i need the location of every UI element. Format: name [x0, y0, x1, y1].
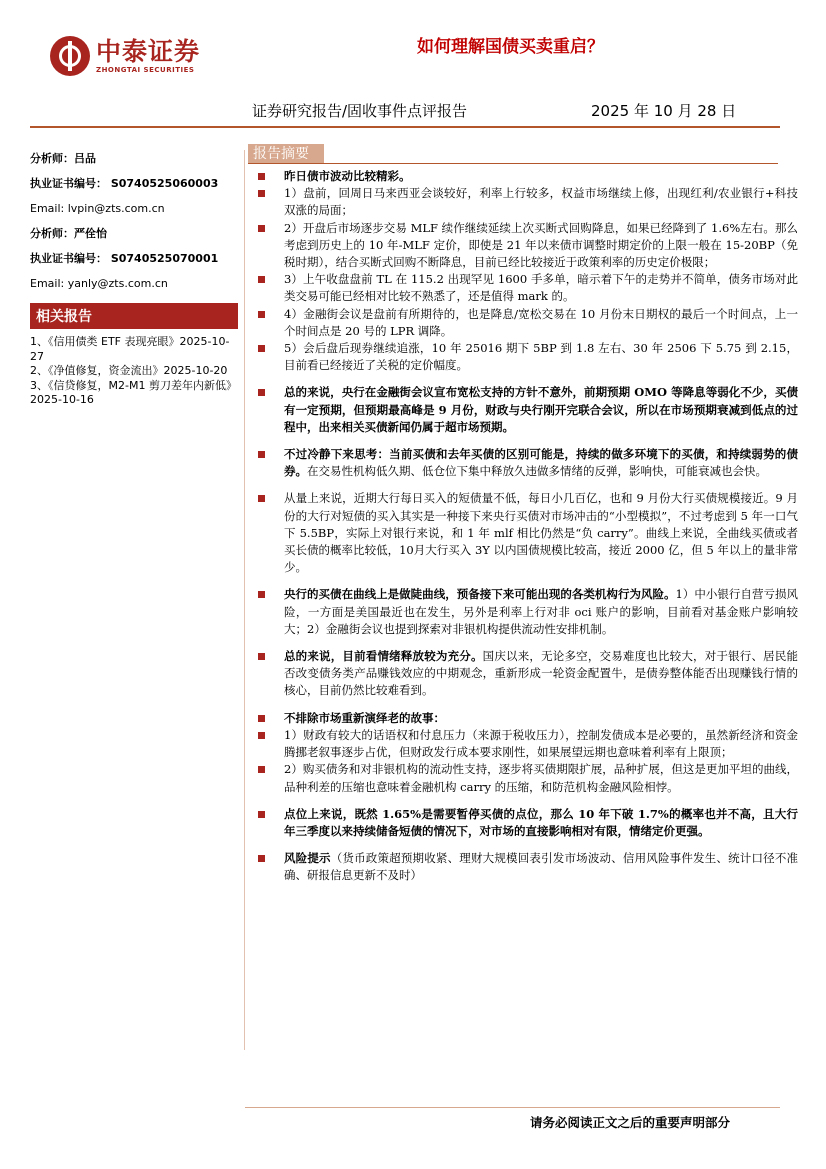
bullet-paragraph: 点位上来说，既然 1.65%是需要暂停买债的点位，那么 10 年下破 1.7%的概率也并不高，且大行年三季度以来持续储备短债的情况下，对市场的直接影响相对有限，情绪定价更强。: [258, 806, 798, 840]
footer-divider: [245, 1107, 780, 1108]
logo-name-cn: 中泰证券: [96, 37, 201, 66]
risk-warning: 风险提示（货币政策超预期收紧、理财大规模回表引发市场波动、信用风险事件发生、统计口径不准确、研报信息更新不及时）: [258, 850, 798, 884]
footer-disclaimer: 请务必阅读正文之后的重要声明部分: [530, 1115, 731, 1130]
related-report-item[interactable]: 3、《信贷修复，M2-M1 剪刀差年内新低》2025-10-16: [30, 378, 237, 406]
analyst-1-email[interactable]: Email: lvpin@zts.com.cn: [30, 202, 165, 215]
logo-name-en: ZHONGTAI SECURITIES: [96, 66, 195, 74]
bullet-paragraph: 昨日债市波动比较精彩。: [258, 168, 798, 185]
header-divider: [30, 126, 780, 128]
column-divider: [244, 150, 245, 1050]
analyst-2-cert: 执业证书编号： S0740525070001: [30, 252, 219, 265]
logo-emblem-icon: [50, 36, 90, 76]
summary-tag: 报告摘要: [248, 144, 324, 164]
bullet-paragraph: 不排除市场重新演绎老的故事：: [258, 710, 798, 727]
bullet-paragraph: 从量上来说，近期大行每日买入的短债量不低，每日小几百亿，也和 9 月份大行买债规模接近。9 月份的大行对短债的买入其实是一种接下来央行买债对市场冲击的“小型模拟”，不过考虑到 5 年一口气下 5.5BP，实际上对银行来说，和 1 年 mlf 相比仍然是“负 carry”。曲线上来说，全曲线买债或者买长债的概率比较低，10月大行买入 3Y 以内国债规模比较高，接近 2000 亿，但 5 年以上的量非常少。: [258, 490, 798, 576]
analyst-2-email[interactable]: Email: yanly@zts.com.cn: [30, 277, 168, 290]
related-reports-list: [30, 335, 238, 408]
bullet-paragraph: 1）财政有较大的话语权和付息压力（来源于税收压力），控制发债成本是必要的，虽然新经济和资金腾挪老叙事逐步占优，但财政发行成本要求刚性，如果展望远期也意味着利率有上限顶；: [258, 727, 798, 761]
bullet-paragraph: 1）盘前，回周日马来西亚会谈较好，利率上行较多，权益市场继续上修，出现红利/农业银行+科技双涨的局面；: [258, 185, 798, 219]
bullet-paragraph: 2）购买债务和对非银机构的流动性支持，逐步将买债期限扩展，品种扩展，但这是更加平坦的曲线，品种利差的压缩也意味着金融机构 carry 的压缩，和防范机构金融风险相悖。: [258, 761, 798, 795]
bullet-paragraph: 2）开盘后市场逐步交易 MLF 续作继续延续上次买断式回购降息，如果已经降到了 1.6%左右。那么考虑到历史上的 10 年-MLF 定价，即使是 21 年以来债市调整时期定价的上限一般在 15-20BP（免税时期），结合买断式回购不断降息，目前已经比较接近于政策利率的历史定价极限；: [258, 220, 798, 272]
bullet-paragraph: 总的来说，央行在金融街会议宣布宽松支持的方针不意外，前期预期 OMO 等降息等弱化不少，买债有一定预期，但预期最高峰是 9 月份，财政与央行刚开完联合会议，所以在市场预期衰减到低点的过程中，出来相关买债新闻仍属于超市场预期。: [258, 384, 798, 436]
analyst-1-cert: 执业证书编号： S0740525060003: [30, 177, 219, 190]
sidebar: [30, 152, 238, 408]
related-report-item[interactable]: 2、《净值修复，资金流出》2025-10-20: [30, 364, 228, 377]
bullet-paragraph: 央行的买债在曲线上是做陡曲线，预备接下来可能出现的各类机构行为风险。1）中小银行自营亏损风险，一方面是美国最近也在发生，另外是利率上行对非 oci 账户的影响，目前看对基金账户影响较大；2）金融街会议也提到探索对非银机构提供流动性安排机制。: [258, 586, 798, 638]
related-reports-heading: 相关报告: [30, 303, 238, 329]
summary-header: [248, 144, 778, 164]
bullet-paragraph: 不过冷静下来思考：当前买债和去年买债的区别可能是，持续的做多环境下的买债，和持续弱势的债券。在交易性机构低久期、低仓位下集中释放久违做多情绪的反弹，影响快，可能衰减也会快。: [258, 446, 798, 480]
related-report-item[interactable]: 1、《信用债类 ETF 表现亮眼》2025-10-27: [30, 335, 230, 363]
bullet-paragraph: 4）金融街会议是盘前有所期待的，也是降息/宽松交易在 10 月份末日期权的最后一个时间点，上一个时间点是 20 号的 LPR 调降。: [258, 306, 798, 340]
analyst-1-name: 分析师：吕品: [30, 152, 96, 165]
report-date: 2025 年 10 月 28 日: [591, 102, 737, 120]
analyst-2-name: 分析师：严佺怡: [30, 227, 107, 240]
bullet-paragraph: 3）上午收盘盘前 TL 在 115.2 出现罕见 1600 手多单，暗示着下午的走势并不简单，债务市场对此类交易可能已经相对比较不熟悉了，还是值得 mark 的。: [258, 271, 798, 305]
report-title: 如何理解国债买卖重启？: [417, 37, 604, 57]
bullet-paragraph: 5）会后盘后现券继续追涨，10 年 25016 期下 5BP 到 1.8 左右、30 年 2506 下 5.75 到 2.15，目前看已经接近了关税的定价幅度。: [258, 340, 798, 374]
bullet-paragraph: 总的来说，目前看情绪释放较为充分。国庆以来，无论多空，交易难度也比较大，对于银行、居民能否改变债务类产品赚钱效应的中期观念，重新形成一轮资金配置牛，是债券整体能否出现赚钱行情的核心，目前仍然比较难看到。: [258, 648, 798, 700]
summary-body: [258, 168, 798, 895]
company-logo: [50, 36, 200, 76]
report-type: 证券研究报告/固收事件点评报告: [252, 102, 468, 120]
